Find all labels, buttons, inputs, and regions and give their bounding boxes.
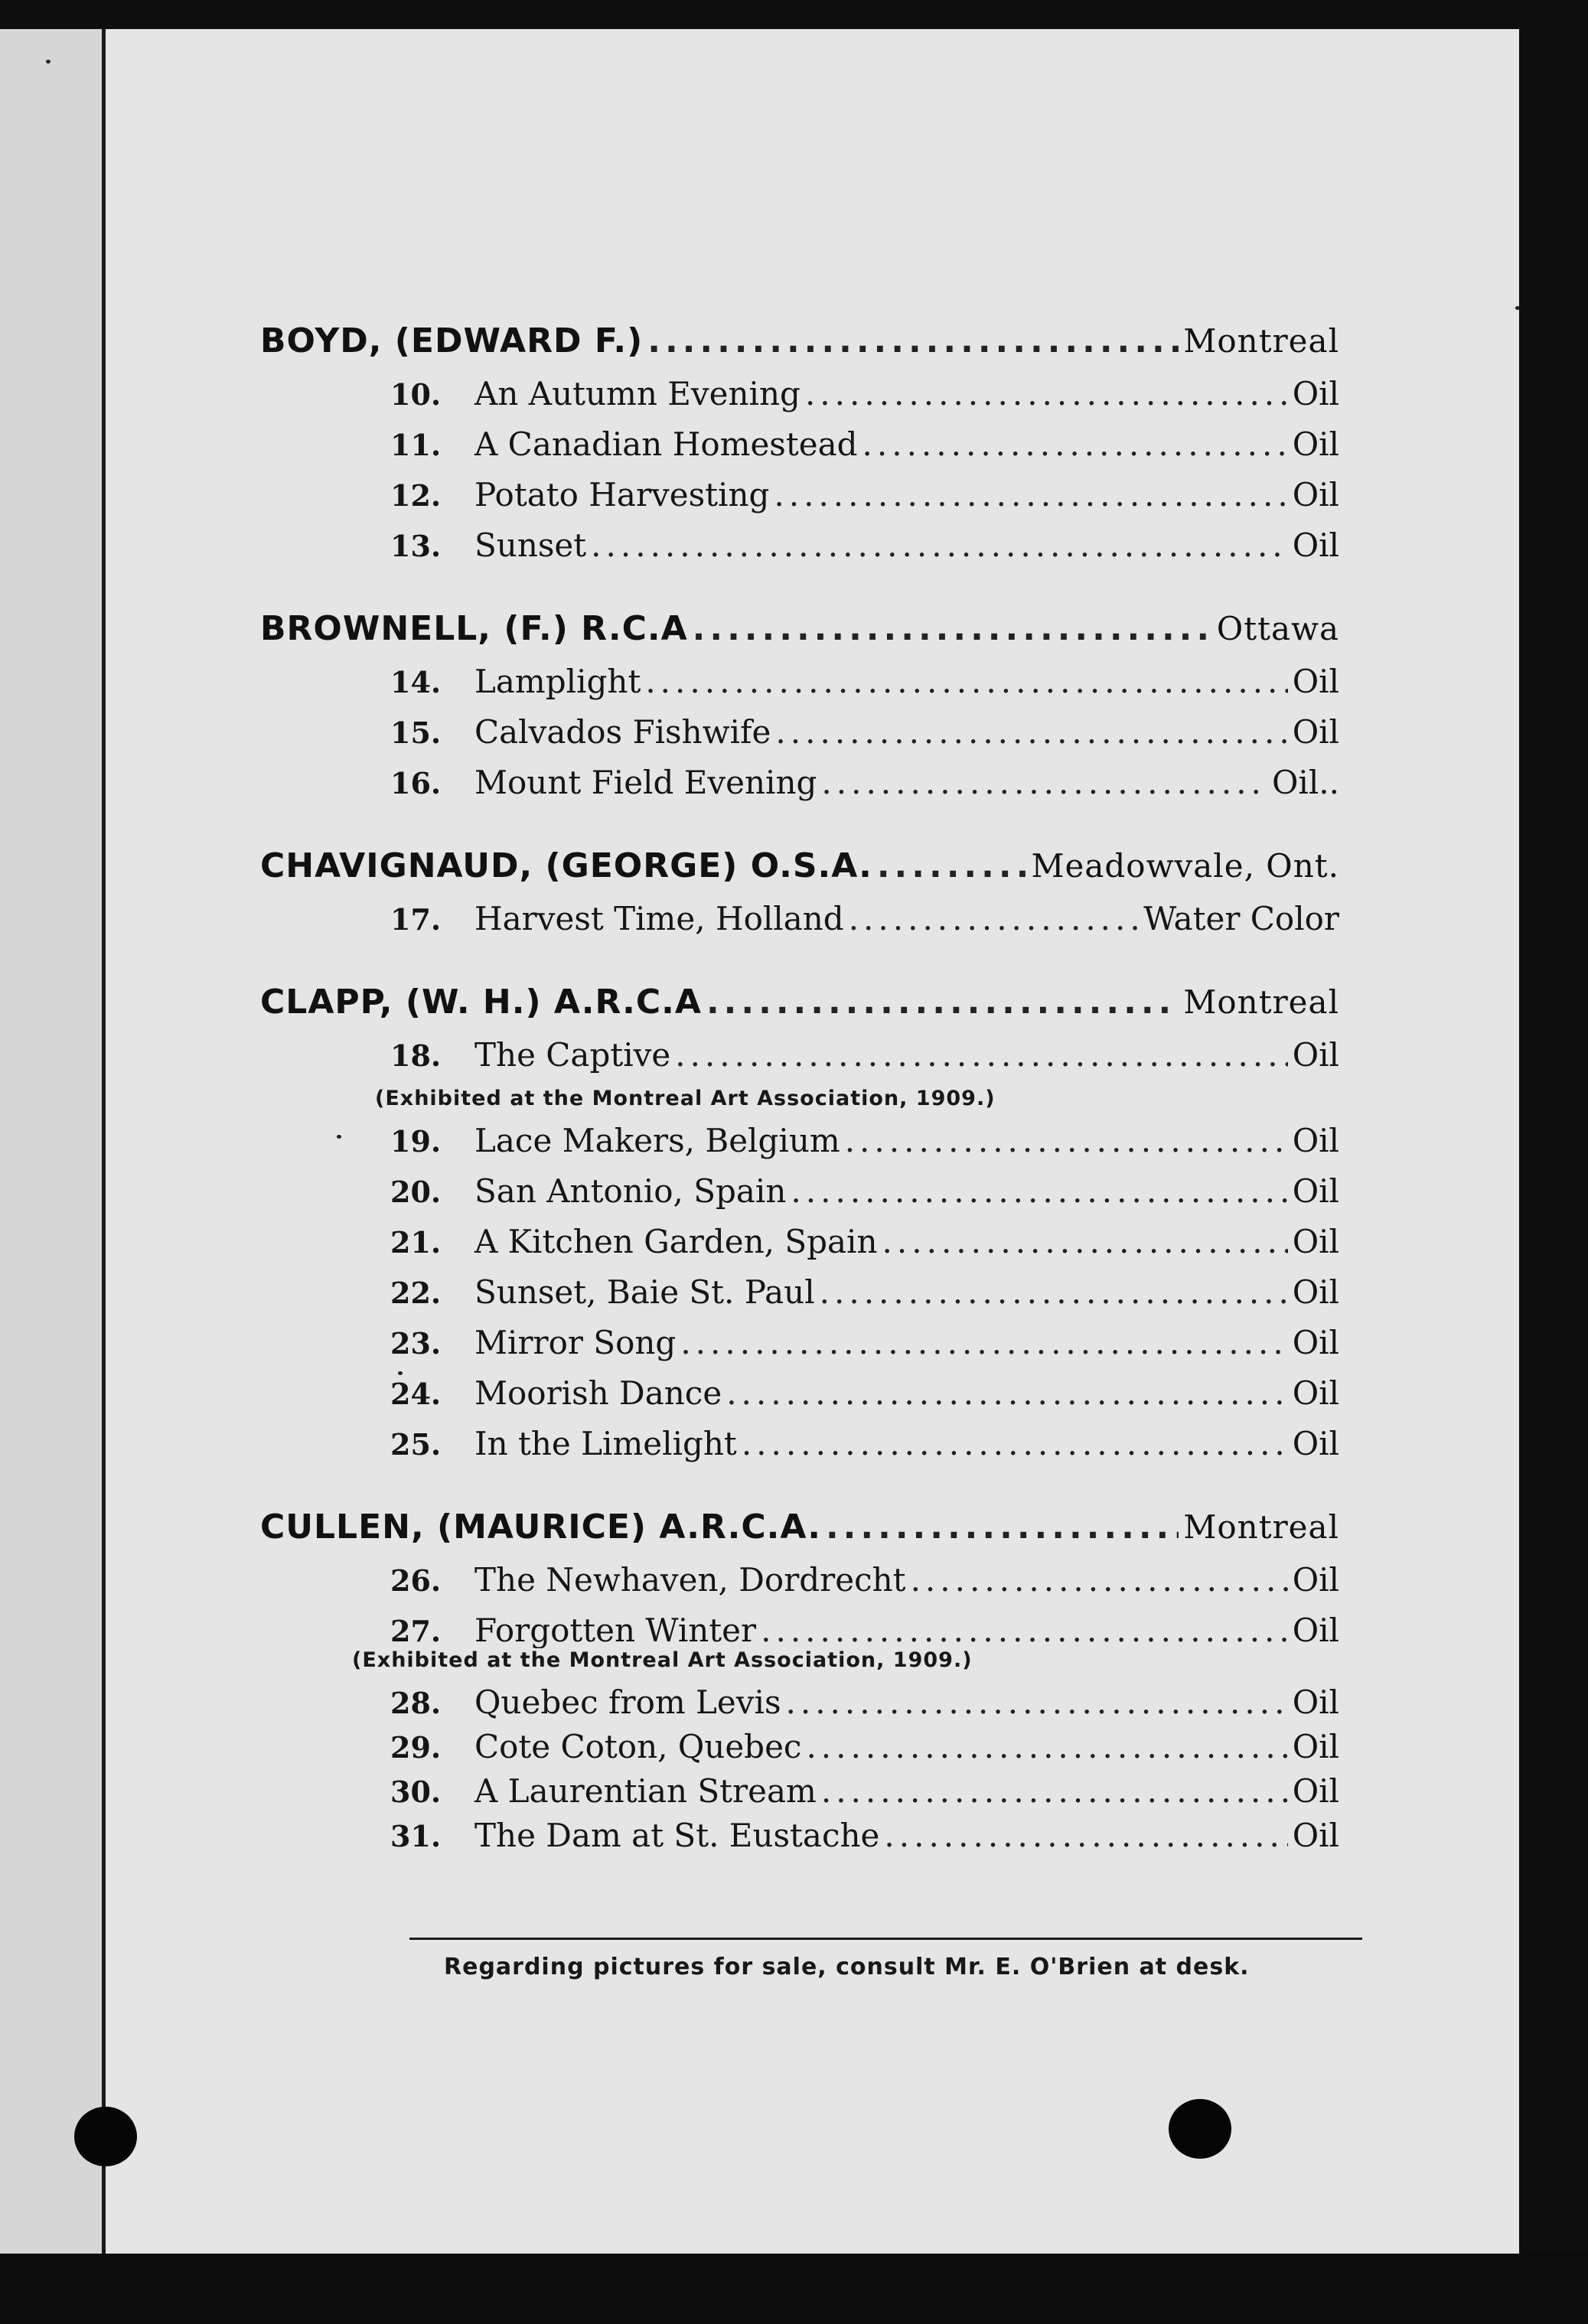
work-entry (260, 1172, 1339, 1223)
work-title: The Newhaven, Dordrecht (474, 1561, 906, 1599)
work-number: 29. (390, 1730, 442, 1765)
footer-divider (409, 1938, 1362, 1940)
dot-leader (774, 476, 1287, 513)
work-number: 20. (390, 1175, 442, 1209)
work-title: Cote Coton, Quebec (474, 1728, 802, 1765)
exhibition-note: (Exhibited at the Montreal Art Association, 1909.) (352, 1648, 973, 1672)
dot-leader (911, 1561, 1288, 1599)
work-medium: Water Color (1143, 900, 1339, 937)
work-medium: Oil (1292, 1561, 1339, 1599)
artist-section (260, 983, 1339, 1475)
work-number: 28. (390, 1686, 442, 1720)
work-medium: Oil (1292, 1172, 1339, 1210)
work-title: Lace Makers, Belgium (474, 1122, 840, 1159)
work-number: 23. (390, 1326, 442, 1361)
work-medium: Oil (1292, 1374, 1339, 1412)
artist-name: CLAPP, (W. H.) A.R.C.A (260, 983, 702, 1022)
work-number: 24. (390, 1377, 442, 1411)
work-number: 19. (390, 1124, 442, 1159)
work-entry (260, 713, 1339, 764)
work-medium: Oil (1292, 1425, 1339, 1462)
work-entry (260, 476, 1339, 526)
dot-leader (591, 526, 1288, 564)
work-medium: Oil (1292, 1817, 1339, 1854)
dot-leader (805, 375, 1288, 412)
work-title: A Kitchen Garden, Spain (474, 1223, 878, 1260)
work-title: Potato Harvesting (474, 476, 770, 513)
dot-leader (761, 1612, 1288, 1648)
work-number: 22. (390, 1276, 442, 1310)
artist-name: CULLEN, (MAURICE) A.R.C.A. (260, 1508, 821, 1547)
work-title: Harvest Time, Holland (474, 900, 844, 937)
dot-leader (884, 1817, 1287, 1854)
dot-leader (647, 321, 1179, 360)
dot-leader (821, 1772, 1288, 1810)
work-number: 12. (390, 478, 442, 513)
work-number: 27. (390, 1614, 442, 1648)
work-medium: Oil (1292, 476, 1339, 513)
work-title: The Captive (474, 1036, 671, 1074)
work-title: Mount Field Evening (474, 764, 817, 801)
work-medium: Oil (1292, 1324, 1339, 1361)
dot-leader (645, 663, 1287, 700)
work-number: 21. (390, 1225, 442, 1260)
work-title: Calvados Fishwife (474, 713, 771, 751)
work-medium: Oil (1292, 375, 1339, 412)
scan-left-margin (0, 29, 103, 2254)
dot-leader (706, 983, 1179, 1022)
artist-heading (260, 609, 1339, 663)
work-medium: Oil (1292, 1273, 1339, 1311)
artist-location: Meadowvale, Ont. (1031, 847, 1339, 885)
work-number: 31. (390, 1819, 442, 1853)
work-entry (260, 1817, 1339, 1861)
work-entry (260, 663, 1339, 713)
work-medium: Oil (1292, 1122, 1339, 1159)
work-number: 25. (390, 1427, 442, 1462)
work-entry (260, 1036, 1339, 1087)
dot-leader (791, 1172, 1287, 1210)
artist-name: CHAVIGNAUD, (GEORGE) O.S.A. (260, 846, 872, 885)
work-entry (260, 1273, 1339, 1324)
dot-leader (862, 425, 1288, 463)
work-title: Forgotten Winter (474, 1612, 757, 1648)
work-entry (260, 375, 1339, 425)
dot-leader (877, 846, 1027, 885)
dot-leader (845, 1122, 1288, 1159)
work-number: 18. (390, 1038, 442, 1073)
dot-leader (826, 1508, 1179, 1547)
work-entry (260, 526, 1339, 577)
scan-bottom-border (0, 2254, 1588, 2324)
scan-top-border (0, 0, 1588, 29)
work-medium: Oil (1292, 1036, 1339, 1074)
dot-leader (775, 713, 1287, 751)
work-number: 16. (390, 766, 442, 800)
work-title: The Dam at St. Eustache (474, 1817, 880, 1854)
work-entry (260, 1612, 1339, 1648)
work-entry (260, 1684, 1339, 1728)
work-number: 26. (390, 1563, 442, 1598)
artist-location: Montreal (1183, 983, 1339, 1021)
work-entry (260, 764, 1339, 814)
artist-heading (260, 846, 1339, 900)
work-medium: Oil (1292, 425, 1339, 463)
dot-leader (726, 1374, 1288, 1412)
dot-leader (821, 764, 1267, 801)
work-medium: Oil (1292, 1728, 1339, 1765)
exhibition-note: (Exhibited at the Montreal Art Association, 1909.) (375, 1087, 996, 1110)
work-medium: Oil (1292, 1223, 1339, 1260)
work-entry (260, 1374, 1339, 1425)
work-medium: Oil.. (1272, 764, 1339, 801)
work-title: An Autumn Evening (474, 375, 801, 412)
work-title: Lamplight (474, 663, 641, 700)
scan-right-border (1519, 0, 1588, 2324)
work-title: A Laurentian Stream (474, 1772, 817, 1810)
work-entry (260, 1772, 1339, 1817)
artist-location: Montreal (1183, 322, 1339, 360)
dot-leader (806, 1728, 1287, 1765)
work-number: 11. (390, 428, 442, 462)
work-entry (260, 1561, 1339, 1612)
work-medium: Oil (1292, 1772, 1339, 1810)
artist-name: BOYD, (EDWARD F.) (260, 321, 644, 360)
catalogue-listing (260, 321, 1339, 1893)
work-number: 30. (390, 1775, 442, 1809)
work-entry (260, 425, 1339, 476)
dot-leader (849, 900, 1139, 937)
work-medium: Oil (1292, 526, 1339, 564)
dot-leader (680, 1324, 1287, 1361)
work-title: Mirror Song (474, 1324, 677, 1361)
work-number: 10. (390, 377, 442, 412)
work-title: In the Limelight (474, 1425, 737, 1462)
artist-section (260, 1508, 1339, 1861)
artist-section (260, 609, 1339, 814)
work-number: 14. (390, 665, 442, 699)
work-entry (260, 1324, 1339, 1374)
binder-hole-left (74, 2107, 137, 2166)
artist-heading (260, 1508, 1339, 1561)
work-medium: Oil (1292, 1612, 1339, 1648)
work-number: 13. (390, 529, 442, 563)
work-entry (260, 1122, 1339, 1172)
artist-section (260, 846, 1339, 950)
footer-note: Regarding pictures for sale, consult Mr. E. O'Brien at desk. (444, 1954, 1250, 1980)
work-medium: Oil (1292, 1684, 1339, 1721)
work-entry (260, 1223, 1339, 1273)
artist-heading (260, 321, 1339, 375)
work-title: San Antonio, Spain (474, 1172, 787, 1210)
work-title: Sunset, Baie St. Paul (474, 1273, 815, 1311)
work-medium: Oil (1292, 663, 1339, 700)
dot-leader (786, 1684, 1288, 1721)
work-number: 17. (390, 902, 442, 937)
artist-location: Ottawa (1216, 610, 1339, 647)
binder-hole-right (1169, 2099, 1231, 2159)
artist-section (260, 321, 1339, 577)
work-entry (260, 900, 1339, 950)
dot-leader (820, 1273, 1288, 1311)
dot-leader (882, 1223, 1288, 1260)
artist-heading (260, 983, 1339, 1036)
work-entry (260, 1425, 1339, 1475)
dot-leader (675, 1036, 1287, 1074)
scan-speck (1515, 306, 1520, 310)
work-title: Sunset (474, 526, 587, 564)
artist-location: Montreal (1183, 1508, 1339, 1546)
work-medium: Oil (1292, 713, 1339, 751)
work-title: Moorish Dance (474, 1374, 722, 1412)
dot-leader (693, 609, 1212, 648)
work-number: 15. (390, 715, 442, 750)
artist-name: BROWNELL, (F.) R.C.A (260, 609, 688, 648)
dot-leader (742, 1425, 1288, 1462)
work-entry (260, 1728, 1339, 1772)
scan-speck (46, 60, 51, 64)
work-title: A Canadian Homestead (474, 425, 858, 463)
work-title: Quebec from Levis (474, 1684, 781, 1721)
